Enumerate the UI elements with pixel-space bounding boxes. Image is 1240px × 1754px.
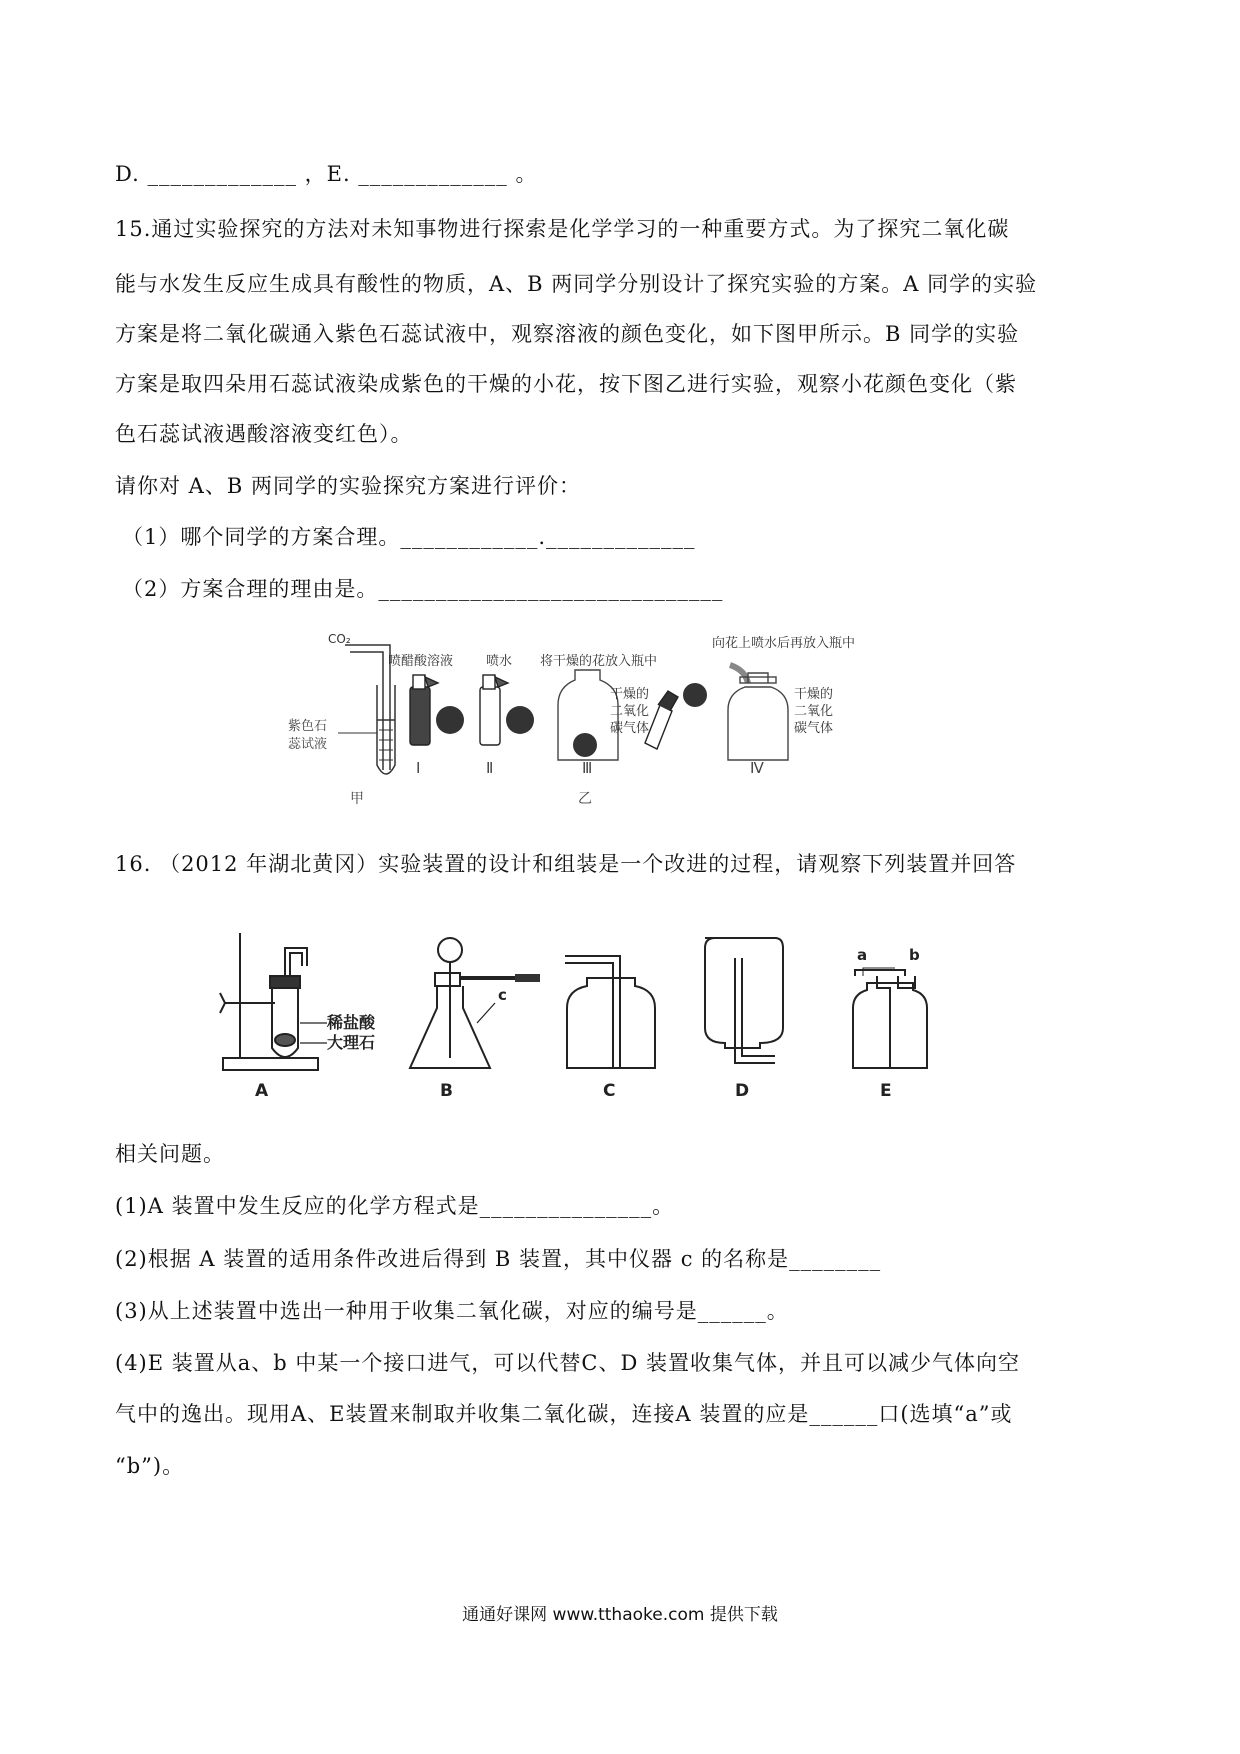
q16-sub4-line1: (4)E 装置从a、b 中某一个接口进气，可以代替C、D 装置收集气体，并且可以减少气体向空 [115,1351,1020,1375]
q16-sub3: (3)从上述装置中选出一种用于收集二氧化碳，对应的编号是______。 [115,1299,789,1323]
tube-label-1: 紫色石 [288,719,328,734]
roman-3: Ⅲ [582,759,593,777]
apparatus-b-icon [410,938,540,1068]
c-label: c [498,986,507,1004]
figure-apparatus [215,928,1075,1118]
q16-sub4-line3: “b”)。 [115,1454,185,1478]
flower-icon [506,706,534,734]
acid-label: 稀盐酸 [327,1013,376,1032]
q16-sub4-line2: 气中的逸出。现用A、E装置来制取并收集二氧化碳，连接A 装置的应是______口(选填“a”或 [115,1402,1013,1426]
a-port-label: a [857,946,868,964]
spray-water-label: 喷水 [486,654,513,669]
roman-4: Ⅳ [750,759,764,777]
q15-sub1: （1）哪个同学的方案合理。____________._____________ [122,525,696,549]
apparatus-d-icon [705,938,783,1063]
spray-bottle-icon [410,675,438,745]
spray-then-label: 向花上喷水后再放入瓶中 [712,636,856,651]
q16-line-1: 16. （2012 年湖北黄冈）实验装置的设计和组装是一个改进的过程，请观察下列装置并回答 [115,852,1017,876]
apparatus-e-icon [853,968,927,1068]
q15-sub2: （2）方案合理的理由是。______________________________ [122,577,724,601]
flower-icon [436,706,464,734]
spray-acid-label: 喷醋酸溶液 [388,654,454,669]
bottle-iv-icon [728,673,788,760]
arrow-icon [730,665,748,683]
roman-1: Ⅰ [416,759,421,777]
flower-icon [683,683,707,707]
yi-label: 乙 [578,791,592,807]
put-dry-label: 将干燥的花放入瓶中 [540,654,658,669]
footer-source: 通通好课网 www.tthaoke.com 提供下载 [462,1605,778,1625]
q15-line-4: 方案是取四朵用石蕊试液染成紫色的干燥的小花，按下图乙进行实验，观察小花颜色变化（紫 [115,372,1017,396]
q15-line-1: 15.通过实验探究的方法对未知事物进行探索是化学学习的一种重要方式。为了探究二氧化碳 [115,217,1010,241]
jia-label: 甲 [350,791,364,807]
test-tube-jia [338,645,395,774]
roman-2: Ⅱ [486,759,494,777]
q15-prompt: 请你对 A、B 两同学的实验探究方案进行评价： [115,474,581,498]
q15-line-3: 方案是将二氧化碳通入紫色石蕊试液中，观察溶液的颜色变化，如下图甲所示。B 同学的实验 [115,322,1020,346]
q16-sub1: (1)A 装置中发生反应的化学方程式是_______________。 [115,1194,675,1218]
q15-line-5: 色石蕊试液遇酸溶液变红色）。 [115,422,413,446]
label-b: B [440,1081,453,1101]
figure-co2-litmus [288,625,940,815]
dry4-2: 二氧化 [794,704,834,719]
dry4-1: 干燥的 [794,687,834,702]
label-d: D [735,1081,750,1101]
q16-line-2: 相关问题。 [115,1142,225,1166]
spray-bottle-icon [480,675,508,745]
flower-icon [573,733,597,757]
co2-label: CO₂ [328,632,351,646]
sprayer-icon [645,691,678,749]
line-d-e-blanks: D. _____________ ，E. _____________ 。 [115,162,538,186]
dry-co2-1: 干燥的 [610,687,650,702]
label-a: A [255,1081,269,1101]
dry-co2-3: 碳气体 [610,721,650,736]
label-e: E [880,1081,892,1101]
label-c: C [603,1081,616,1101]
tube-label-2: 蕊试液 [288,737,328,752]
q16-sub2: (2)根据 A 装置的适用条件改进后得到 B 装置，其中仪器 c 的名称是________ [115,1247,882,1271]
q15-line-2: 能与水发生反应生成具有酸性的物质，A、B 两同学分别设计了探究实验的方案。A 同学的实验 [115,272,1038,296]
dry-co2-2: 二氧化 [610,704,650,719]
apparatus-c-icon [565,956,655,1068]
marble-label: 大理石 [327,1033,376,1052]
b-port-label: b [909,946,920,964]
dry4-3: 碳气体 [794,721,834,736]
apparatus-a-icon [220,933,327,1070]
